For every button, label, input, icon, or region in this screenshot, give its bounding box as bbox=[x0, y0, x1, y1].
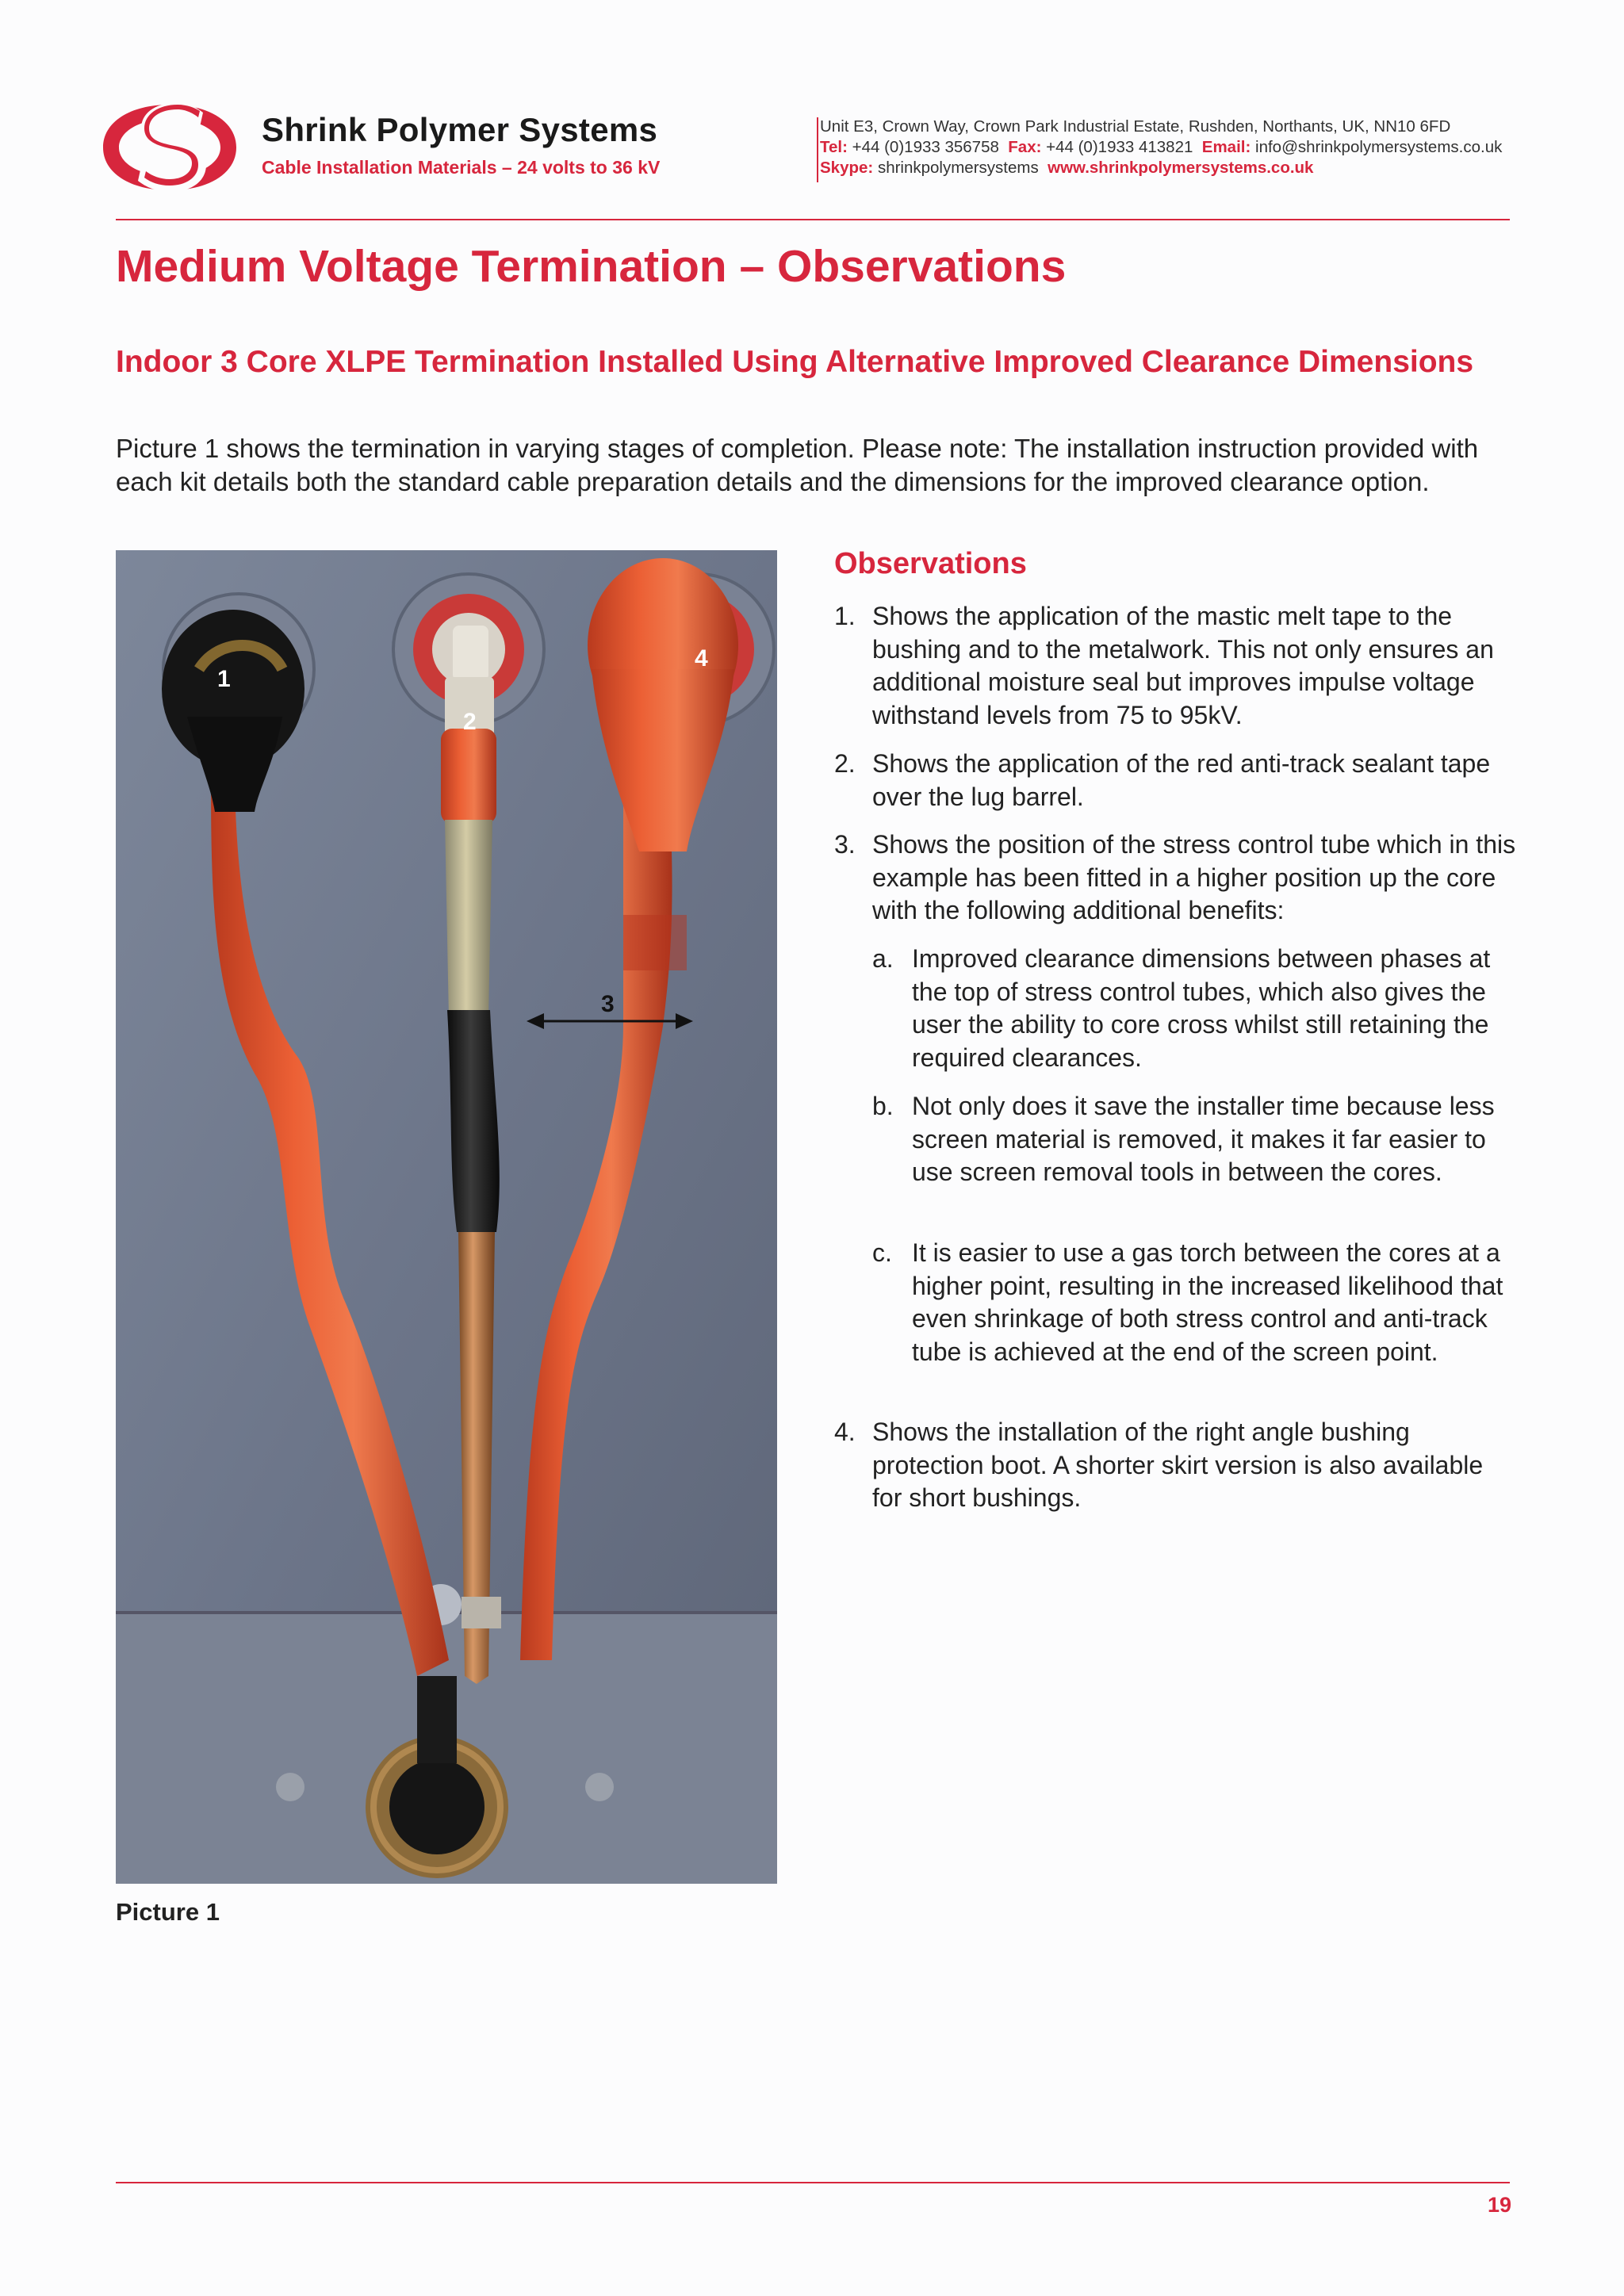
observation-subitem-c bbox=[872, 1237, 1516, 1368]
email-label: Email: bbox=[1201, 138, 1251, 156]
contact-phone-line bbox=[820, 138, 1502, 157]
item-number: 1. bbox=[834, 602, 856, 630]
header-rule bbox=[116, 219, 1510, 220]
item-text: Not only does it save the installer time because less screen material is removed, it makes it far easier to use screen removal tools in between the cores. bbox=[912, 1092, 1495, 1186]
email-link[interactable]: info@shrinkpolymersystems.co.uk bbox=[1255, 138, 1503, 156]
observation-subitem-b bbox=[872, 1090, 1516, 1189]
item-letter: b. bbox=[872, 1092, 894, 1120]
picture-caption: Picture 1 bbox=[116, 1898, 220, 1926]
contact-address: Unit E3, Crown Way, Crown Park Industrial Estate, Rushden, Northants, UK, NN10 6FD bbox=[820, 117, 1451, 136]
header-divider bbox=[817, 117, 818, 182]
observation-item-1 bbox=[834, 600, 1516, 732]
item-text: Improved clearance dimensions between phases at the top of stress control tubes, which also gives the user the ability to core cross whilst still retaining the required clearances. bbox=[912, 944, 1491, 1072]
observation-item-2 bbox=[834, 748, 1516, 813]
item-text: Shows the application of the mastic melt tape to the bushing and to the metalwork. This not only ensures an additional moisture seal but improves impulse voltage withstand levels from 75 to 95kV. bbox=[872, 602, 1494, 729]
item-text: Shows the application of the red anti-track sealant tape over the lug barrel. bbox=[872, 749, 1491, 811]
photo-label-2: 2 bbox=[463, 709, 477, 735]
tel-value: +44 (0)1933 356758 bbox=[852, 138, 999, 156]
skype-value: shrinkpolymersystems bbox=[877, 159, 1039, 177]
fax-value: +44 (0)1933 413821 bbox=[1046, 138, 1193, 156]
observation-item-3 bbox=[834, 828, 1516, 928]
intro-paragraph: Picture 1 shows the termination in varying stages of completion. Please note: The installation instruction provided with each kit details both the standard cable preparation details and the dimensions for the improved clearance option. bbox=[116, 434, 1479, 496]
item-text: Shows the position of the stress control tube which in this example has been fitted in a higher position up the core with the following additional benefits: bbox=[872, 830, 1516, 924]
termination-photo bbox=[116, 550, 777, 1884]
photo-label-3: 3 bbox=[601, 991, 615, 1017]
observation-item-4 bbox=[834, 1416, 1516, 1515]
item-number: 4. bbox=[834, 1418, 856, 1446]
company-name: Shrink Polymer Systems bbox=[262, 111, 658, 148]
item-number: 3. bbox=[834, 830, 856, 859]
company-logo bbox=[98, 98, 241, 197]
contact-web-line bbox=[820, 159, 1313, 178]
observations-heading: Observations bbox=[834, 547, 1027, 580]
page-number: 19 bbox=[1487, 2193, 1511, 2217]
page-title: Medium Voltage Termination – Observations bbox=[116, 241, 1067, 292]
item-letter: a. bbox=[872, 944, 894, 973]
photo-label-1: 1 bbox=[217, 666, 231, 692]
item-number: 2. bbox=[834, 749, 856, 778]
item-text: It is easier to use a gas torch between the cores at a higher point, resulting in the increased likelihood that even shrinkage of both stress control and anti-track tube is achieved at the end of the screen point. bbox=[912, 1238, 1503, 1366]
tel-label: Tel: bbox=[820, 138, 848, 156]
observation-subitem-a bbox=[872, 943, 1516, 1074]
skype-label: Skype: bbox=[820, 159, 874, 177]
item-letter: c. bbox=[872, 1238, 892, 1267]
item-text: Shows the installation of the right angle bushing protection boot. A shorter skirt version is also available for short bushings. bbox=[872, 1418, 1484, 1512]
photo-label-4: 4 bbox=[695, 645, 708, 672]
fax-label: Fax: bbox=[1008, 138, 1042, 156]
section-subtitle: Indoor 3 Core XLPE Termination Installed Using Alternative Improved Clearance Dimensions bbox=[116, 345, 1474, 379]
company-tagline: Cable Installation Materials – 24 volts to 36 kV bbox=[262, 157, 661, 178]
website-link[interactable]: www.shrinkpolymersystems.co.uk bbox=[1048, 159, 1314, 177]
footer-rule bbox=[116, 2182, 1510, 2183]
